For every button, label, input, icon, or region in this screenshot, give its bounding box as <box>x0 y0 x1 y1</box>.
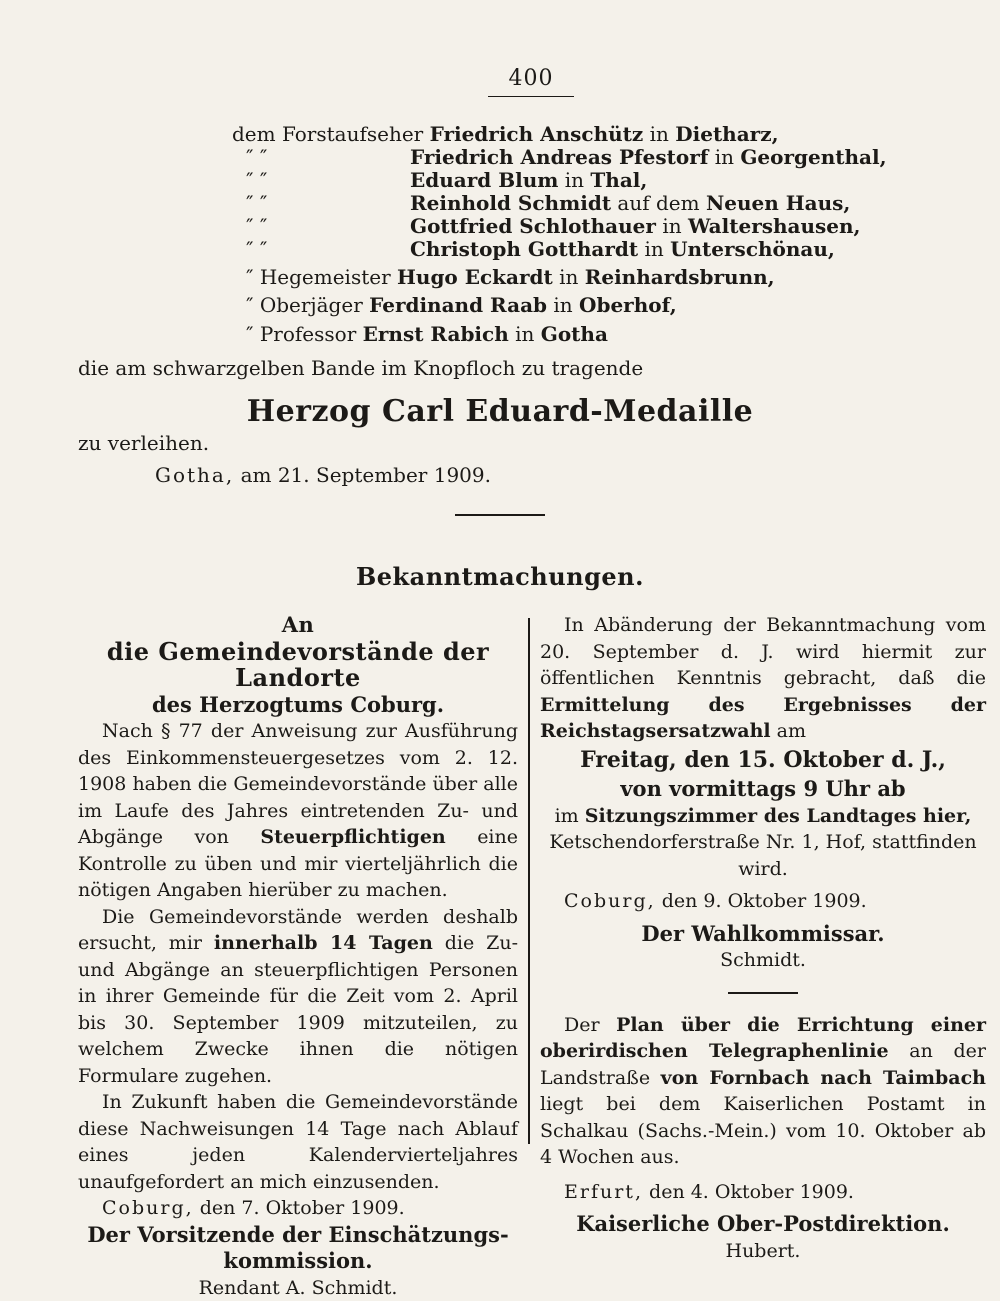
left-paragraph-2: Die Gemeindevorstände werden deshalb ersucht, mir innerhalb 14 Tagen die Zu- und Abgänge an steuerpflichtigen Personen in ihrer Gemeinde für die Zeit vom 2. April bis 30. September 1909 mitzuteilen, zu welchem Zwecke ihnen die nötigen Formulare zugehen. <box>78 904 518 1090</box>
right-notice-2: Der Plan über die Errichtung einer oberirdischen Telegraphenlinie an der Landstraße von Fornbach nach Taimbach liegt bei dem Kaiserlichen Postamt in Schalkau (Sachs.-Mein.) vom 10. Oktober ab 4 Wochen aus. <box>540 1012 986 1171</box>
page-number-rule <box>488 96 574 97</box>
right-address: Ketschendorferstraße Nr. 1, Hof, stattfinden wird. <box>540 829 986 882</box>
left-signer-title-2: kommission. <box>78 1248 518 1275</box>
section-divider <box>455 514 545 516</box>
left-heading-an: An <box>78 612 518 639</box>
right-signer-1-name: Schmidt. <box>540 947 986 974</box>
top-dateline: Gotha, am 21. September 1909. <box>155 462 491 488</box>
right-signer-2-name: Hubert. <box>540 1238 986 1265</box>
page-number: 400 <box>488 66 574 91</box>
left-heading-region: des Herzogtums Coburg. <box>78 692 518 719</box>
right-date-line: Freitag, den 15. Oktober d. J., <box>540 745 986 775</box>
recipient-6: ″ ″ Christoph Gotthardt in Unterschönau, <box>246 236 835 262</box>
left-dateline: Coburg, den 7. Oktober 1909. <box>78 1195 518 1222</box>
right-signer-1: Der Wahlkommissar. <box>540 921 986 948</box>
award-outro: zu verleihen. <box>78 430 209 456</box>
column-divider <box>528 618 530 1144</box>
right-time-line: von vormittags 9 Uhr ab <box>540 775 986 803</box>
medal-title: Herzog Carl Eduard-Medaille <box>0 394 1000 429</box>
section-heading: Bekanntmachungen. <box>0 562 1000 591</box>
recipient-2: ″ ″ Friedrich Andreas Pfestorf in Georgenthal, <box>246 144 887 170</box>
right-signer-2: Kaiserliche Ober-Postdirektion. <box>540 1211 986 1238</box>
left-paragraph-1: Nach § 77 der Anweisung zur Ausführung des Einkommensteuergesetzes vom 2. 12. 1908 haben die Gemeindevorstände über alle im Laufe des Jahres eintretenden Zu- und Abgänge von Steuerpflichtigen eine Kontrolle zu üben und mir vierteljährlich die nötigen Angaben hierüber zu machen. <box>78 718 518 904</box>
recipient-1: dem Forstaufseher Friedrich Anschütz in Dietharz, <box>232 121 779 147</box>
right-dateline-1: Coburg, den 9. Oktober 1909. <box>540 888 986 915</box>
recipient-5: ″ ″ Gottfried Schlothauer in Waltershausen, <box>246 213 861 239</box>
right-notice-1: In Abänderung der Bekanntmachung vom 20. September d. J. wird hiermit zur öffentlichen Kenntnis gebracht, daß die Ermittelung des Ergebnisses der Reichstagsersatzwahl am <box>540 612 986 745</box>
right-divider <box>728 992 798 994</box>
right-column <box>540 612 986 1264</box>
recipient-3: ″ ″ Eduard Blum in Thal, <box>246 167 647 193</box>
left-column <box>78 612 518 1301</box>
recipient-7: ″ Hegemeister Hugo Eckardt in Reinhardsbrunn, <box>246 264 775 290</box>
recipient-8: ″ Oberjäger Ferdinand Raab in Oberhof, <box>246 292 677 318</box>
recipient-4: ″ ″ Reinhold Schmidt auf dem Neuen Haus, <box>246 190 850 216</box>
recipient-9: ″ Professor Ernst Rabich in Gotha <box>246 321 608 347</box>
right-dateline-2: Erfurt, den 4. Oktober 1909. <box>540 1179 986 1206</box>
left-heading-addressee: die Gemeindevorstände der Landorte <box>78 639 518 692</box>
left-paragraph-3: In Zukunft haben die Gemeindevorstände diese Nachweisungen 14 Tage nach Ablauf eines jeden Kalendervierteljahres unaufgefordert an mich einzusenden. <box>78 1089 518 1195</box>
award-intro: die am schwarzgelben Bande im Knopfloch zu tragende <box>78 355 643 381</box>
left-signer-name: Rendant A. Schmidt. <box>78 1275 518 1301</box>
left-signer-title-1: Der Vorsitzende der Einschätzungs- <box>78 1222 518 1249</box>
right-room-line: im Sitzungszimmer des Landtages hier, <box>540 803 986 830</box>
